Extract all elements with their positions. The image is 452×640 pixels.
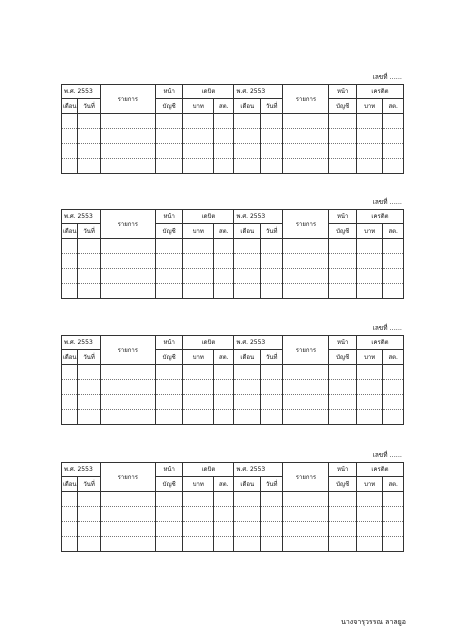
month-header-credit: เดือน bbox=[234, 224, 261, 239]
entry-cell[interactable] bbox=[356, 522, 383, 537]
entry-cell[interactable] bbox=[62, 492, 78, 507]
entry-cell[interactable] bbox=[234, 522, 261, 537]
entry-cell[interactable] bbox=[62, 507, 78, 522]
entry-cell[interactable] bbox=[62, 284, 78, 299]
entry-cell[interactable] bbox=[78, 269, 100, 284]
page-header-debit: หน้า bbox=[155, 463, 183, 477]
entry-cell[interactable] bbox=[234, 269, 261, 284]
entry-cell[interactable] bbox=[234, 239, 261, 254]
entry-cell[interactable] bbox=[78, 284, 100, 299]
entry-cell[interactable] bbox=[283, 380, 329, 395]
entry-cell[interactable] bbox=[100, 239, 155, 254]
entry-cell[interactable] bbox=[383, 537, 404, 552]
table-row bbox=[62, 395, 404, 410]
entry-cell[interactable] bbox=[283, 522, 329, 537]
entry-cell[interactable] bbox=[261, 284, 283, 299]
entry-cell[interactable] bbox=[283, 507, 329, 522]
entry-cell[interactable] bbox=[214, 522, 234, 537]
baht-header-credit: บาท bbox=[356, 477, 383, 492]
table-row bbox=[62, 239, 404, 254]
day-header-credit: วันที่ bbox=[261, 224, 283, 239]
entry-cell[interactable] bbox=[100, 522, 155, 537]
entry-cell[interactable] bbox=[155, 365, 183, 380]
entry-cell[interactable] bbox=[214, 380, 234, 395]
entry-cell[interactable] bbox=[383, 129, 404, 144]
entry-cell[interactable] bbox=[100, 395, 155, 410]
entry-cell[interactable] bbox=[261, 144, 283, 159]
entry-cell[interactable] bbox=[155, 144, 183, 159]
entry-cell[interactable] bbox=[62, 254, 78, 269]
entry-cell[interactable] bbox=[62, 269, 78, 284]
entry-cell[interactable] bbox=[261, 410, 283, 425]
entry-cell[interactable] bbox=[62, 114, 78, 129]
entry-cell[interactable] bbox=[329, 254, 357, 269]
entry-cell[interactable] bbox=[155, 129, 183, 144]
entry-cell[interactable] bbox=[155, 380, 183, 395]
entry-cell[interactable] bbox=[356, 114, 383, 129]
entry-cell[interactable] bbox=[329, 395, 357, 410]
entry-cell[interactable] bbox=[183, 159, 214, 174]
entry-cell[interactable] bbox=[214, 395, 234, 410]
entry-cell[interactable] bbox=[100, 269, 155, 284]
entry-cell[interactable] bbox=[234, 537, 261, 552]
satang-header-credit: สต. bbox=[383, 350, 404, 365]
baht-header-credit: บาท bbox=[356, 99, 383, 114]
entry-cell[interactable] bbox=[155, 254, 183, 269]
particulars-header-credit: รายการ bbox=[283, 336, 329, 365]
month-header-debit: เดือน bbox=[62, 224, 78, 239]
entry-cell[interactable] bbox=[383, 284, 404, 299]
entry-cell[interactable] bbox=[100, 159, 155, 174]
baht-header-credit: บาท bbox=[356, 224, 383, 239]
page-header-credit: หน้า bbox=[329, 85, 357, 99]
entry-cell[interactable] bbox=[183, 284, 214, 299]
entry-cell[interactable] bbox=[383, 254, 404, 269]
entry-cell[interactable] bbox=[234, 380, 261, 395]
entry-cell[interactable] bbox=[100, 284, 155, 299]
entry-cell[interactable] bbox=[183, 507, 214, 522]
entry-cell[interactable] bbox=[214, 365, 234, 380]
ledger-ref-header-credit: บัญชี bbox=[329, 350, 357, 365]
entry-cell[interactable] bbox=[283, 395, 329, 410]
entry-cell[interactable] bbox=[356, 507, 383, 522]
entry-cell[interactable] bbox=[283, 129, 329, 144]
entry-cell[interactable] bbox=[214, 114, 234, 129]
entry-cell[interactable] bbox=[214, 239, 234, 254]
author-footer: นางจารุวรรณ ลาลยูอ bbox=[341, 618, 406, 626]
entry-cell[interactable] bbox=[261, 159, 283, 174]
entry-cell[interactable] bbox=[155, 522, 183, 537]
table-row bbox=[62, 410, 404, 425]
debit-header: เดบิต bbox=[183, 85, 234, 99]
entry-cell[interactable] bbox=[234, 284, 261, 299]
entry-cell[interactable] bbox=[329, 507, 357, 522]
entry-cell[interactable] bbox=[329, 269, 357, 284]
entry-cell[interactable] bbox=[261, 129, 283, 144]
entry-cell[interactable] bbox=[183, 269, 214, 284]
entry-cell[interactable] bbox=[261, 380, 283, 395]
entry-cell[interactable] bbox=[214, 144, 234, 159]
day-header-credit: วันที่ bbox=[261, 477, 283, 492]
entry-cell[interactable] bbox=[183, 144, 214, 159]
entry-cell[interactable] bbox=[78, 129, 100, 144]
entry-cell[interactable] bbox=[183, 537, 214, 552]
entry-cell[interactable] bbox=[78, 395, 100, 410]
entry-cell[interactable] bbox=[356, 284, 383, 299]
entry-cell[interactable] bbox=[183, 395, 214, 410]
entry-cell[interactable] bbox=[383, 239, 404, 254]
entry-cell[interactable] bbox=[214, 284, 234, 299]
entry-cell[interactable] bbox=[234, 507, 261, 522]
month-header-credit: เดือน bbox=[234, 350, 261, 365]
entry-cell[interactable] bbox=[383, 269, 404, 284]
month-header-debit: เดือน bbox=[62, 99, 78, 114]
entry-cell[interactable] bbox=[100, 410, 155, 425]
entry-cell[interactable] bbox=[234, 365, 261, 380]
debit-header: เดบิต bbox=[183, 336, 234, 350]
entry-cell[interactable] bbox=[329, 159, 357, 174]
entry-cell[interactable] bbox=[383, 114, 404, 129]
entry-cell[interactable] bbox=[78, 114, 100, 129]
day-header-credit: วันที่ bbox=[261, 99, 283, 114]
entry-cell[interactable] bbox=[283, 159, 329, 174]
ledger-ref-header-credit: บัญชี bbox=[329, 99, 357, 114]
table-row bbox=[62, 254, 404, 269]
entry-cell[interactable] bbox=[356, 254, 383, 269]
day-header-debit: วันที่ bbox=[78, 350, 100, 365]
entry-cell[interactable] bbox=[356, 159, 383, 174]
entry-cell[interactable] bbox=[383, 365, 404, 380]
entry-cell[interactable] bbox=[183, 365, 214, 380]
entry-cell[interactable] bbox=[100, 492, 155, 507]
account-number-label: เลขที่ ...... bbox=[372, 324, 402, 332]
baht-header-debit: บาท bbox=[183, 224, 214, 239]
entry-cell[interactable] bbox=[383, 492, 404, 507]
entry-cell[interactable] bbox=[356, 129, 383, 144]
account-number-label: เลขที่ ...... bbox=[372, 73, 402, 81]
entry-cell[interactable] bbox=[261, 269, 283, 284]
entry-cell[interactable] bbox=[329, 129, 357, 144]
entry-cell[interactable] bbox=[261, 507, 283, 522]
entry-cell[interactable] bbox=[356, 365, 383, 380]
entry-cell[interactable] bbox=[261, 395, 283, 410]
baht-header-debit: บาท bbox=[183, 477, 214, 492]
credit-header: เครดิต bbox=[356, 336, 403, 350]
entry-cell[interactable] bbox=[214, 269, 234, 284]
entry-cell[interactable] bbox=[62, 129, 78, 144]
entry-cell[interactable] bbox=[234, 114, 261, 129]
entry-cell[interactable] bbox=[383, 410, 404, 425]
month-header-debit: เดือน bbox=[62, 350, 78, 365]
entry-cell[interactable] bbox=[78, 254, 100, 269]
ledger-table bbox=[61, 462, 404, 552]
credit-header: เครดิต bbox=[356, 210, 403, 224]
entry-cell[interactable] bbox=[78, 144, 100, 159]
entry-cell[interactable] bbox=[383, 380, 404, 395]
entry-cell[interactable] bbox=[100, 380, 155, 395]
ledger-table bbox=[61, 335, 404, 425]
page-header-credit: หน้า bbox=[329, 210, 357, 224]
entry-cell[interactable] bbox=[214, 507, 234, 522]
day-header-credit: วันที่ bbox=[261, 350, 283, 365]
ledger-ref-header-debit: บัญชี bbox=[155, 477, 183, 492]
entry-cell[interactable] bbox=[283, 365, 329, 380]
month-header-debit: เดือน bbox=[62, 477, 78, 492]
entry-cell[interactable] bbox=[78, 507, 100, 522]
ledger-ref-header-debit: บัญชี bbox=[155, 99, 183, 114]
debit-header: เดบิต bbox=[183, 210, 234, 224]
entry-cell[interactable] bbox=[329, 239, 357, 254]
entry-cell[interactable] bbox=[383, 507, 404, 522]
entry-cell[interactable] bbox=[62, 410, 78, 425]
table-row bbox=[62, 129, 404, 144]
table-row bbox=[62, 269, 404, 284]
entry-cell[interactable] bbox=[283, 269, 329, 284]
ledger-ref-header-debit: บัญชี bbox=[155, 224, 183, 239]
satang-header-credit: สต. bbox=[383, 224, 404, 239]
entry-cell[interactable] bbox=[100, 144, 155, 159]
entry-cell[interactable] bbox=[183, 410, 214, 425]
entry-cell[interactable] bbox=[100, 129, 155, 144]
baht-header-debit: บาท bbox=[183, 350, 214, 365]
entry-cell[interactable] bbox=[155, 239, 183, 254]
particulars-header-credit: รายการ bbox=[283, 210, 329, 239]
month-header-credit: เดือน bbox=[234, 477, 261, 492]
credit-header: เครดิต bbox=[356, 463, 403, 477]
entry-cell[interactable] bbox=[62, 380, 78, 395]
entry-cell[interactable] bbox=[62, 239, 78, 254]
page-header-credit: หน้า bbox=[329, 463, 357, 477]
table-row bbox=[62, 284, 404, 299]
entry-cell[interactable] bbox=[183, 254, 214, 269]
year-header-credit: พ.ศ. 2553 bbox=[234, 336, 283, 350]
entry-cell[interactable] bbox=[62, 144, 78, 159]
entry-cell[interactable] bbox=[183, 129, 214, 144]
entry-cell[interactable] bbox=[234, 159, 261, 174]
entry-cell[interactable] bbox=[214, 254, 234, 269]
particulars-header-debit: รายการ bbox=[100, 210, 155, 239]
table-row bbox=[62, 159, 404, 174]
entry-cell[interactable] bbox=[155, 410, 183, 425]
entry-cell[interactable] bbox=[183, 239, 214, 254]
entry-cell[interactable] bbox=[155, 537, 183, 552]
table-row bbox=[62, 114, 404, 129]
entry-cell[interactable] bbox=[155, 492, 183, 507]
year-header-debit: พ.ศ. 2553 bbox=[62, 336, 101, 350]
baht-header-debit: บาท bbox=[183, 99, 214, 114]
year-header-debit: พ.ศ. 2553 bbox=[62, 210, 101, 224]
entry-cell[interactable] bbox=[329, 410, 357, 425]
entry-cell[interactable] bbox=[261, 492, 283, 507]
ledger-ref-header-debit: บัญชี bbox=[155, 350, 183, 365]
page-header-debit: หน้า bbox=[155, 85, 183, 99]
credit-header: เครดิต bbox=[356, 85, 403, 99]
entry-cell[interactable] bbox=[356, 269, 383, 284]
entry-cell[interactable] bbox=[283, 239, 329, 254]
entry-cell[interactable] bbox=[155, 114, 183, 129]
entry-cell[interactable] bbox=[183, 114, 214, 129]
entry-cell[interactable] bbox=[78, 159, 100, 174]
entry-cell[interactable] bbox=[383, 159, 404, 174]
entry-cell[interactable] bbox=[234, 395, 261, 410]
page-header-credit: หน้า bbox=[329, 336, 357, 350]
entry-cell[interactable] bbox=[78, 380, 100, 395]
table-row bbox=[62, 522, 404, 537]
entry-cell[interactable] bbox=[234, 129, 261, 144]
table-row bbox=[62, 507, 404, 522]
entry-cell[interactable] bbox=[329, 492, 357, 507]
entry-cell[interactable] bbox=[356, 410, 383, 425]
entry-cell[interactable] bbox=[155, 395, 183, 410]
entry-cell[interactable] bbox=[78, 410, 100, 425]
entry-cell[interactable] bbox=[62, 522, 78, 537]
entry-cell[interactable] bbox=[214, 492, 234, 507]
entry-cell[interactable] bbox=[356, 537, 383, 552]
entry-cell[interactable] bbox=[283, 144, 329, 159]
entry-cell[interactable] bbox=[155, 284, 183, 299]
entry-cell[interactable] bbox=[62, 365, 78, 380]
entry-cell[interactable] bbox=[383, 522, 404, 537]
entry-cell[interactable] bbox=[183, 522, 214, 537]
entry-cell[interactable] bbox=[155, 507, 183, 522]
entry-cell[interactable] bbox=[214, 159, 234, 174]
entry-cell[interactable] bbox=[234, 144, 261, 159]
entry-cell[interactable] bbox=[261, 254, 283, 269]
particulars-header-debit: รายการ bbox=[100, 463, 155, 492]
ledger-table bbox=[61, 209, 404, 299]
account-number-label: เลขที่ ...... bbox=[372, 198, 402, 206]
entry-cell[interactable] bbox=[329, 114, 357, 129]
entry-cell[interactable] bbox=[183, 380, 214, 395]
entry-cell[interactable] bbox=[356, 492, 383, 507]
table-row bbox=[62, 144, 404, 159]
entry-cell[interactable] bbox=[62, 159, 78, 174]
entry-cell[interactable] bbox=[78, 522, 100, 537]
entry-cell[interactable] bbox=[234, 254, 261, 269]
entry-cell[interactable] bbox=[261, 365, 283, 380]
entry-cell[interactable] bbox=[329, 144, 357, 159]
entry-cell[interactable] bbox=[329, 380, 357, 395]
entry-cell[interactable] bbox=[100, 537, 155, 552]
entry-cell[interactable] bbox=[329, 537, 357, 552]
particulars-header-credit: รายการ bbox=[283, 463, 329, 492]
entry-cell[interactable] bbox=[356, 239, 383, 254]
year-header-credit: พ.ศ. 2553 bbox=[234, 210, 283, 224]
table-row bbox=[62, 492, 404, 507]
page-header-debit: หน้า bbox=[155, 210, 183, 224]
table-row bbox=[62, 365, 404, 380]
entry-cell[interactable] bbox=[214, 537, 234, 552]
entry-cell[interactable] bbox=[261, 537, 283, 552]
ledger-ref-header-credit: บัญชี bbox=[329, 224, 357, 239]
entry-cell[interactable] bbox=[78, 492, 100, 507]
ledger-ref-header-credit: บัญชี bbox=[329, 477, 357, 492]
entry-cell[interactable] bbox=[283, 254, 329, 269]
entry-cell[interactable] bbox=[261, 239, 283, 254]
particulars-header-debit: รายการ bbox=[100, 336, 155, 365]
day-header-debit: วันที่ bbox=[78, 99, 100, 114]
entry-cell[interactable] bbox=[62, 537, 78, 552]
entry-cell[interactable] bbox=[234, 492, 261, 507]
year-header-debit: พ.ศ. 2553 bbox=[62, 85, 101, 99]
satang-header-debit: สต. bbox=[214, 350, 234, 365]
table-row bbox=[62, 380, 404, 395]
satang-header-credit: สต. bbox=[383, 99, 404, 114]
entry-cell[interactable] bbox=[329, 365, 357, 380]
entry-cell[interactable] bbox=[329, 284, 357, 299]
satang-header-debit: สต. bbox=[214, 224, 234, 239]
entry-cell[interactable] bbox=[214, 129, 234, 144]
entry-cell[interactable] bbox=[283, 410, 329, 425]
day-header-debit: วันที่ bbox=[78, 224, 100, 239]
entry-cell[interactable] bbox=[356, 380, 383, 395]
year-header-debit: พ.ศ. 2553 bbox=[62, 463, 101, 477]
table-row bbox=[62, 537, 404, 552]
satang-header-credit: สต. bbox=[383, 477, 404, 492]
entry-cell[interactable] bbox=[234, 410, 261, 425]
entry-cell[interactable] bbox=[155, 159, 183, 174]
entry-cell[interactable] bbox=[383, 395, 404, 410]
entry-cell[interactable] bbox=[78, 239, 100, 254]
entry-cell[interactable] bbox=[78, 537, 100, 552]
entry-cell[interactable] bbox=[261, 114, 283, 129]
month-header-credit: เดือน bbox=[234, 99, 261, 114]
entry-cell[interactable] bbox=[261, 522, 283, 537]
day-header-debit: วันที่ bbox=[78, 477, 100, 492]
debit-header: เดบิต bbox=[183, 463, 234, 477]
particulars-header-credit: รายการ bbox=[283, 85, 329, 114]
satang-header-debit: สต. bbox=[214, 99, 234, 114]
satang-header-debit: สต. bbox=[214, 477, 234, 492]
entry-cell[interactable] bbox=[214, 410, 234, 425]
entry-cell[interactable] bbox=[283, 537, 329, 552]
entry-cell[interactable] bbox=[100, 507, 155, 522]
ledger-table bbox=[61, 84, 404, 174]
entry-cell[interactable] bbox=[100, 114, 155, 129]
entry-cell[interactable] bbox=[356, 144, 383, 159]
entry-cell[interactable] bbox=[383, 144, 404, 159]
year-header-credit: พ.ศ. 2553 bbox=[234, 85, 283, 99]
entry-cell[interactable] bbox=[62, 395, 78, 410]
entry-cell[interactable] bbox=[356, 395, 383, 410]
page-header-debit: หน้า bbox=[155, 336, 183, 350]
year-header-credit: พ.ศ. 2553 bbox=[234, 463, 283, 477]
entry-cell[interactable] bbox=[100, 365, 155, 380]
entry-cell[interactable] bbox=[100, 254, 155, 269]
account-number-label: เลขที่ ...... bbox=[372, 451, 402, 459]
entry-cell[interactable] bbox=[283, 284, 329, 299]
entry-cell[interactable] bbox=[183, 492, 214, 507]
entry-cell[interactable] bbox=[155, 269, 183, 284]
particulars-header-debit: รายการ bbox=[100, 85, 155, 114]
baht-header-credit: บาท bbox=[356, 350, 383, 365]
entry-cell[interactable] bbox=[329, 522, 357, 537]
entry-cell[interactable] bbox=[283, 114, 329, 129]
entry-cell[interactable] bbox=[78, 365, 100, 380]
entry-cell[interactable] bbox=[283, 492, 329, 507]
